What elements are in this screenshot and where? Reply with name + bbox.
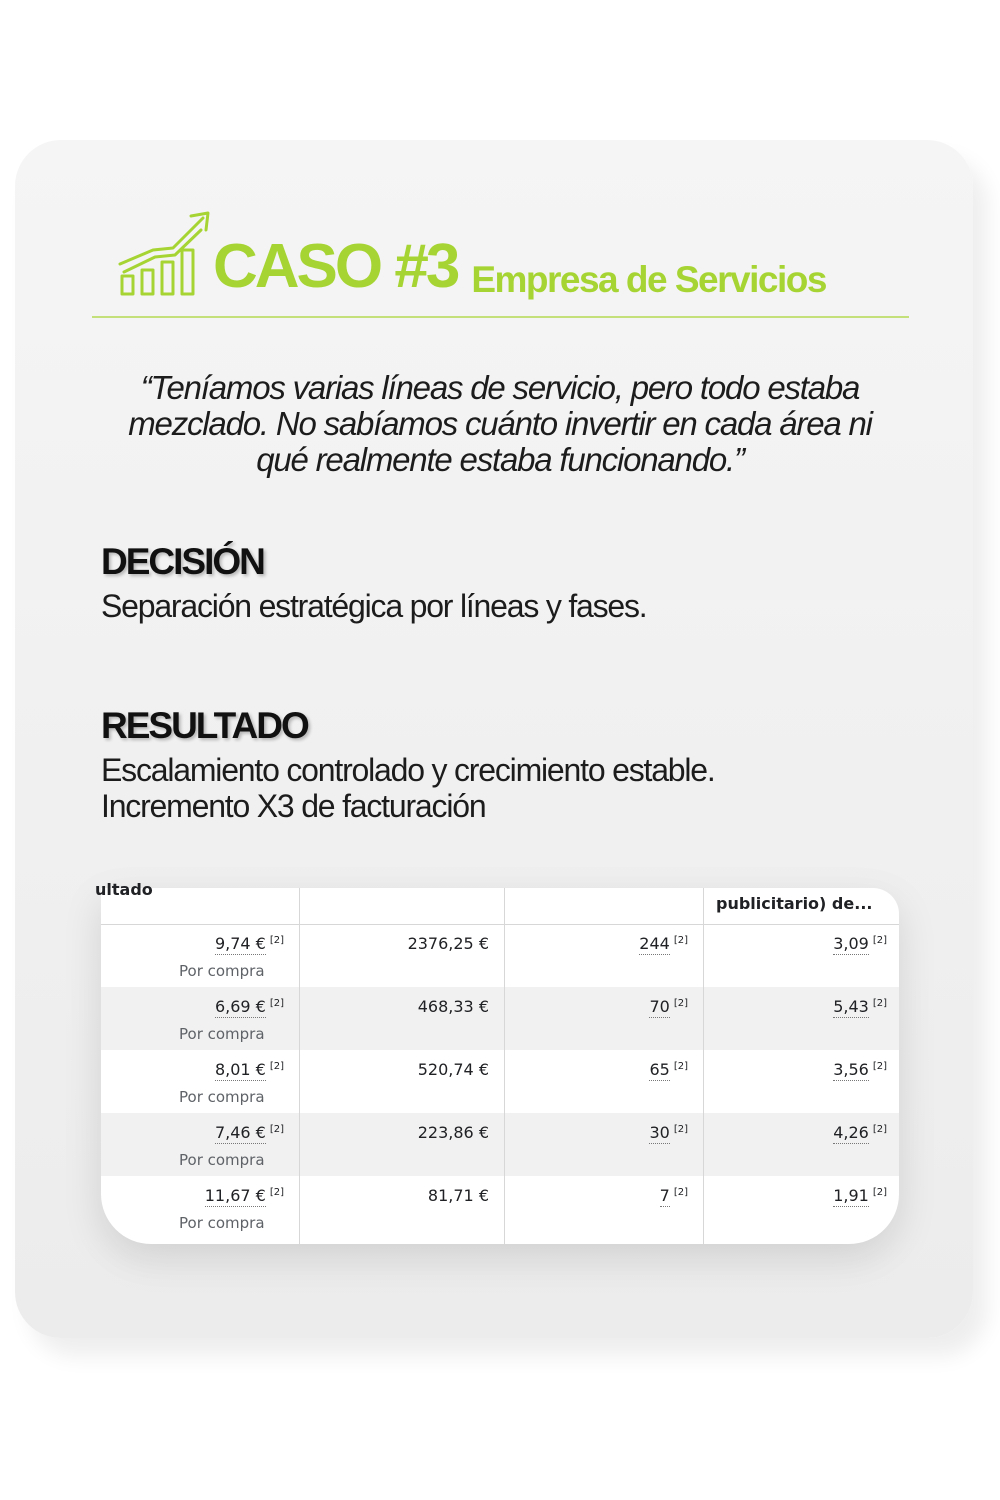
roas-cell: [833, 1123, 887, 1142]
header-cost-per-result: ultado: [95, 880, 153, 899]
roas-cell: [833, 1060, 887, 1079]
cost-per-result-cell: [215, 1060, 284, 1079]
amount-spent-value: 468,33 €: [417, 997, 489, 1016]
column-divider: [504, 888, 505, 1244]
purchases-value[interactable]: 244: [639, 934, 670, 953]
footnote-marker: [2]: [673, 935, 688, 946]
ads-results-table: [95, 880, 899, 1244]
amount-spent-cell: [408, 934, 489, 953]
footnote-marker: [2]: [673, 1187, 688, 1198]
cost-per-result-value[interactable]: 11,67 €: [204, 1186, 266, 1205]
cost-per-result-label: Por compra: [179, 1088, 265, 1106]
header-roas: publicitario) de...: [716, 894, 873, 913]
cost-per-result-value[interactable]: 6,69 €: [214, 997, 266, 1016]
table-row: [101, 987, 899, 1050]
roas-value[interactable]: 4,26: [833, 1123, 869, 1142]
cost-per-result-label: Por compra: [179, 1025, 265, 1043]
footnote-marker: [2]: [673, 1061, 688, 1072]
footnote-marker: [2]: [269, 1187, 284, 1198]
table-row: [101, 1176, 899, 1239]
column-divider: [703, 888, 704, 1244]
case-subtitle: Empresa de Servicios: [471, 259, 826, 300]
purchases-value[interactable]: 7: [659, 1186, 670, 1205]
purchases-cell: [649, 997, 688, 1016]
client-quote: “Teníamos varias líneas de servicio, pero todo estaba mezclado. No sabíamos cuánto invertir en cada área ni qué realmente estaba funcionando.”: [128, 369, 872, 478]
purchases-value[interactable]: 65: [649, 1060, 670, 1079]
cost-per-result-cell: [215, 1123, 284, 1142]
purchases-cell: [639, 934, 688, 953]
table-row: [101, 1050, 899, 1113]
footnote-marker: [2]: [673, 998, 688, 1009]
cost-per-result-cell: [205, 1186, 284, 1205]
roas-value[interactable]: 3,09: [833, 934, 869, 953]
cost-per-result-value[interactable]: 7,46 €: [214, 1123, 266, 1142]
table-row: [101, 924, 899, 987]
purchases-cell: [660, 1186, 688, 1205]
amount-spent-cell: [418, 1123, 489, 1142]
amount-spent-cell: [418, 1060, 489, 1079]
roas-value[interactable]: 5,43: [833, 997, 869, 1016]
footnote-marker: [2]: [872, 998, 887, 1009]
growth-chart-icon: [117, 210, 209, 300]
amount-spent-value: 81,71 €: [427, 1186, 489, 1205]
cost-per-result-cell: [215, 934, 284, 953]
case-label: CASO #3: [213, 232, 458, 301]
footnote-marker: [2]: [269, 935, 284, 946]
purchases-value[interactable]: 70: [649, 997, 670, 1016]
cost-per-result-cell: [215, 997, 284, 1016]
roas-cell: [833, 934, 887, 953]
result-line-2: Incremento X3 de facturación: [101, 788, 486, 824]
roas-cell: [833, 1186, 887, 1205]
column-divider: [299, 888, 300, 1244]
case-heading: [117, 208, 826, 300]
purchases-cell: [649, 1123, 688, 1142]
footnote-marker: [2]: [269, 998, 284, 1009]
decision-text: Separación estratégica por líneas y fases.: [101, 588, 647, 624]
roas-cell: [833, 997, 887, 1016]
footnote-marker: [2]: [872, 1124, 887, 1135]
table-row: [101, 1113, 899, 1176]
heading-divider: [92, 316, 909, 318]
cost-per-result-label: Por compra: [179, 1151, 265, 1169]
amount-spent-cell: [428, 1186, 489, 1205]
cost-per-result-label: Por compra: [179, 1214, 265, 1232]
amount-spent-cell: [418, 997, 489, 1016]
roas-value[interactable]: 3,56: [833, 1060, 869, 1079]
amount-spent-value: 520,74 €: [417, 1060, 489, 1079]
footnote-marker: [2]: [872, 1187, 887, 1198]
footnote-marker: [2]: [872, 935, 887, 946]
purchases-cell: [649, 1060, 688, 1079]
amount-spent-value: 223,86 €: [417, 1123, 489, 1142]
roas-value[interactable]: 1,91: [833, 1186, 869, 1205]
footnote-marker: [2]: [269, 1061, 284, 1072]
cost-per-result-label: Por compra: [179, 962, 265, 980]
result-line-1: Escalamiento controlado y crecimiento estable.: [101, 752, 715, 788]
footnote-marker: [2]: [872, 1061, 887, 1072]
footnote-marker: [2]: [673, 1124, 688, 1135]
footnote-marker: [2]: [269, 1124, 284, 1135]
cost-per-result-value[interactable]: 9,74 €: [214, 934, 266, 953]
amount-spent-value: 2376,25 €: [407, 934, 489, 953]
decision-title: DECISIÓN: [101, 541, 264, 582]
purchases-value[interactable]: 30: [649, 1123, 670, 1142]
table-header: [95, 880, 899, 925]
cost-per-result-value[interactable]: 8,01 €: [214, 1060, 266, 1079]
result-title: RESULTADO: [101, 705, 308, 746]
